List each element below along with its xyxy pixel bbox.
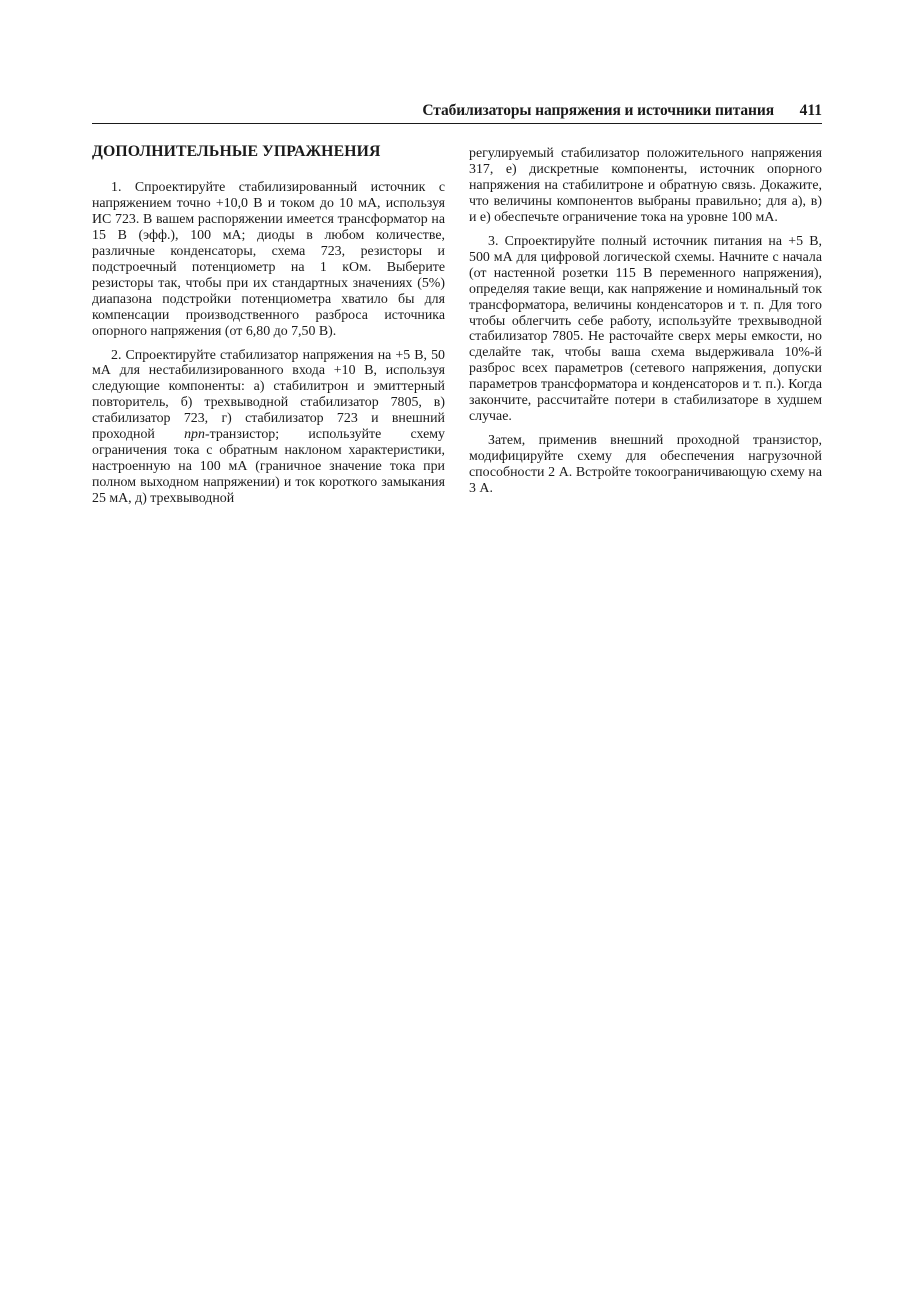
- exercise-2: [92, 348, 445, 508]
- exercise-3: 3. Спроектируйте полный источник питания на +5 В, 500 мА для цифровой логической схемы. Начните с начала (от настенной розетки 115 В переменного напряжения), определяя такие вещи, как напряжение и номинальный ток трансформатора, величины конденсаторов и т. п. Для того чтобы облегчить себе работу, используйте трехвыводной стабилизатор 7805. Не расточайте сверх меры емкости, но сделайте так, чтобы ваша схема выдерживала 10%-й разброс всех параметров (сетевого напряжения, допуски параметров трансформатора и конденсаторов и т. п.). Когда закончите, рассчитайте потери в стабилизаторе в худшем случае.: [469, 233, 822, 425]
- left-column: [92, 142, 445, 515]
- exercise-2-text-end: -транзистор; используйте схему ограничения тока с обратным наклоном характеристики, настроенную на 100 мА (граничное значение тока при полном выходном напряжении) и ток короткого замыкания 25 мА, д) трехвыводной: [92, 427, 445, 507]
- right-column: [469, 146, 822, 505]
- exercise-2-text-start: 2. Спроектируйте стабилизатор напряжения на +5 В, 50 мА для нестабилизированного входа +10 В, используя следующие компоненты: а) стабилитрон и эмиттерный повторитель, б) трехвыводной стабилизатор 7805, в) стабилизатор 723, г) стабилизатор 723 и внешний проходной: [92, 347, 445, 443]
- exercise-3-followup: Затем, применив внешний проходной транзистор, модифицируйте схему для обеспечения нагрузочной способности 2 А. Встройте токоограничивающую схему на 3 А.: [469, 433, 822, 497]
- exercise-1: 1. Спроектируйте стабилизированный источник с напряжением точно +10,0 В и током до 10 мА, используя ИС 723. В вашем распоряжении имеется трансформатор на 15 В (эфф.), 100 мА; диоды в любом количестве, различные конденсаторы, схема 723, резисторы и подстроечный потенциометр на 1 кОм. Выберите резисторы так, чтобы при их стандартных значениях (5%) диапазона подстройки потенциометра хватило бы для компенсации производственного разброса источника опорного напряжения (от 6,80 до 7,50 В).: [92, 180, 445, 339]
- section-title: ДОПОЛНИТЕЛЬНЫЕ УПРАЖНЕНИЯ: [92, 143, 381, 160]
- exercise-2-continued: регулируемый стабилизатор положительного напряжения 317, е) дискретные компоненты, источник опорного напряжения на стабилитроне и обратную связь. Докажите, что величины компонентов выбраны правильно; для а), в) и е) обеспечьте ограничение тока на уровне 100 мА.: [469, 146, 822, 225]
- npn-term: npn: [184, 427, 205, 443]
- running-head: [92, 101, 822, 124]
- page-number: 411: [799, 102, 822, 119]
- running-head-title: Стабилизаторы напряжения и источники питания: [422, 102, 774, 119]
